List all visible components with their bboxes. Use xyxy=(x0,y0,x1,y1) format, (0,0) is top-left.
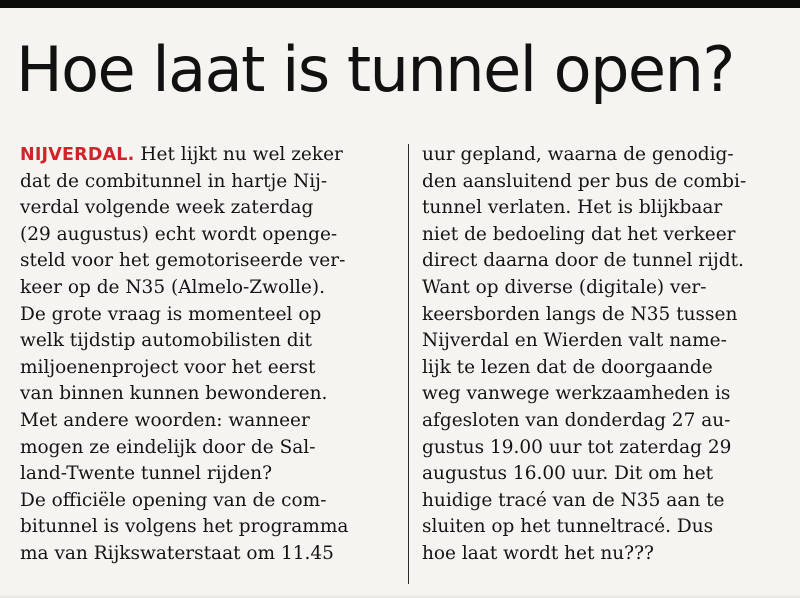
article-column-left xyxy=(20,142,402,568)
text-line: lijk te lezen dat de doorgaande xyxy=(422,356,713,378)
text-line: augustus 16.00 uur. Dit om het xyxy=(422,463,714,485)
text-line xyxy=(20,142,402,169)
text-line: direct daarna door de tunnel rijdt. xyxy=(422,250,744,272)
headline: Hoe laat is tunnel open? xyxy=(16,33,734,106)
page-bottom-edge xyxy=(0,594,800,598)
text-line: miljoenenproject voor het eerst xyxy=(20,356,316,378)
text-line: weg vanwege werkzaamheden is xyxy=(422,383,731,405)
text-line: huidige tracé van de N35 aan te xyxy=(422,489,725,511)
article-column-right xyxy=(422,142,794,568)
text-line: Met andere woorden: wanneer xyxy=(20,409,310,431)
text-line-content: Het lijkt nu wel zeker xyxy=(140,144,343,165)
text-line: niet de bedoeling dat het verkeer xyxy=(422,223,736,245)
top-rule xyxy=(0,0,800,8)
text-line: sluiten op het tunneltracé. Dus xyxy=(422,516,714,538)
text-line: De grote vraag is momenteel op xyxy=(20,303,322,325)
text-line: gustus 19.00 uur tot zaterdag 29 xyxy=(422,436,732,458)
dateline: NIJVERDAL. xyxy=(20,145,135,165)
text-line: welk tijdstip automobilisten dit xyxy=(20,330,312,352)
text-line: land-Twente tunnel rijden? xyxy=(20,463,272,485)
text-line: keer op de N35 (Almelo-Zwolle). xyxy=(20,276,325,298)
text-line: den aansluitend per bus de combi- xyxy=(422,170,747,192)
text-line: De officiële opening van de com- xyxy=(20,489,327,511)
text-line: uur gepland, waarna de genodig- xyxy=(422,144,734,165)
text-line: steld voor het gemotoriseerde ver- xyxy=(20,250,346,272)
text-line: afgesloten van donderdag 27 au- xyxy=(422,409,731,431)
text-line: Nijverdal en Wierden valt name- xyxy=(422,330,727,352)
text-line: mogen ze eindelijk door de Sal- xyxy=(20,436,316,458)
text-line: tunnel verlaten. Het is blijkbaar xyxy=(422,197,723,219)
text-line: ma van Rijkswaterstaat om 11.45 xyxy=(20,542,334,564)
text-line: verdal volgende week zaterdag xyxy=(20,197,314,219)
text-line: keersborden langs de N35 tussen xyxy=(422,303,738,325)
text-line: bitunnel is volgens het programma xyxy=(20,516,349,538)
column-divider xyxy=(408,144,409,584)
text-line: Want op diverse (digitale) ver- xyxy=(422,276,707,298)
text-line: (29 augustus) echt wordt openge- xyxy=(20,223,338,245)
text-line: van binnen kunnen bewonderen. xyxy=(20,383,328,405)
text-line: hoe laat wordt het nu??? xyxy=(422,542,654,564)
text-line: dat de combitunnel in hartje Nij- xyxy=(20,170,328,192)
